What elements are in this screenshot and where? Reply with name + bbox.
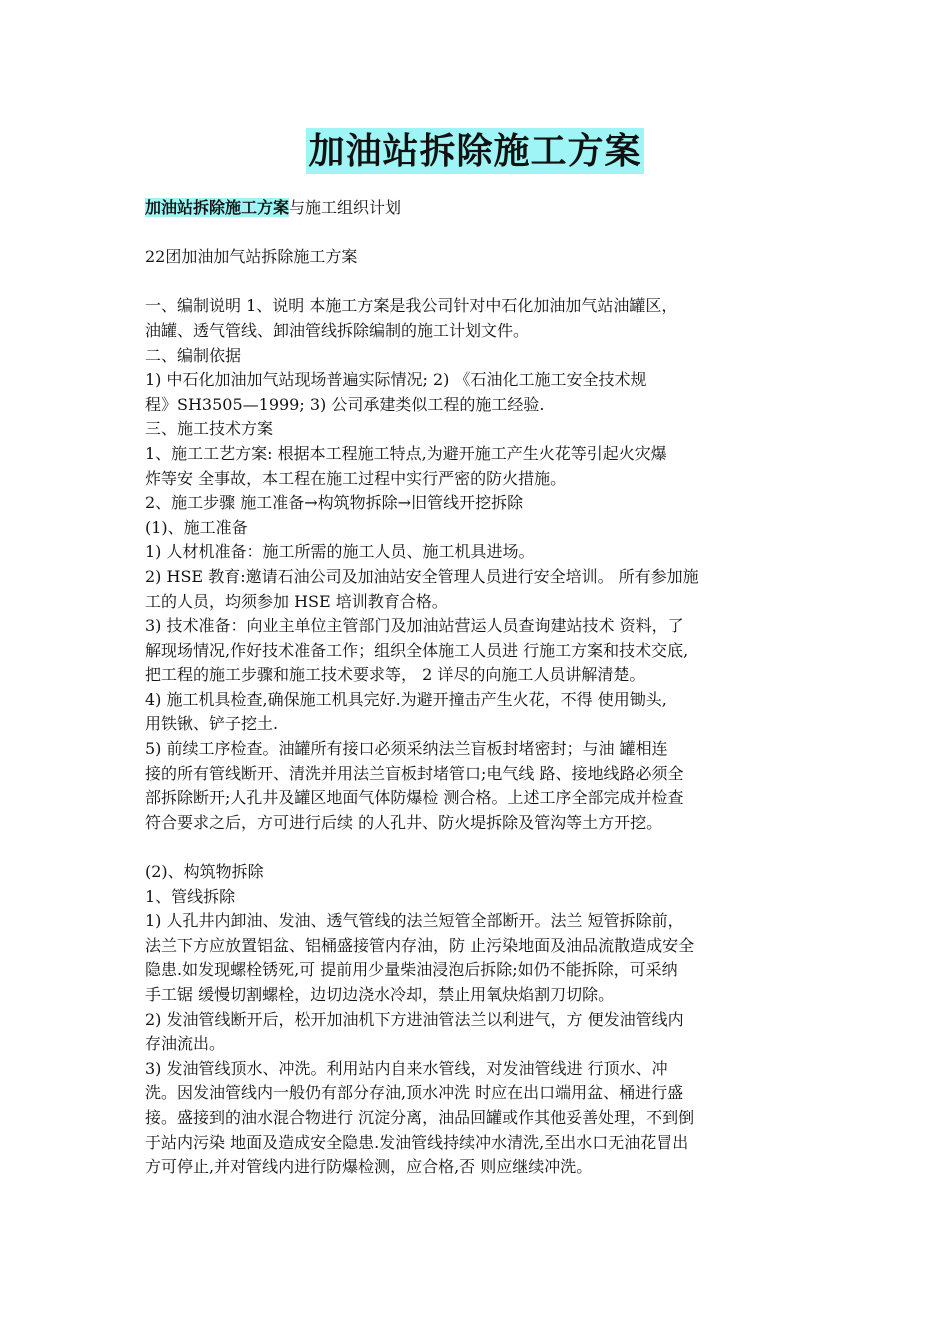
text-line: 部拆除断开;人孔井及罐区地面气体防爆检 测合格。上述工序全部完成并检查: [145, 788, 684, 808]
text-line: 用铁锹、铲子挖土.: [145, 714, 279, 734]
text-line: 存油流出。: [145, 1034, 226, 1054]
text-line: 洗。因发油管线内一般仍有部分存油,顶水冲洗 时应在出口端用盆、桶进行盛: [145, 1083, 684, 1103]
text-line: 一、编制说明 1、说明 本施工方案是我公司针对中石化加油加气站油罐区，: [145, 296, 678, 316]
text-line: 法兰下方应放置铝盆、铝桶盛接管内存油，防 止污染地面及油品流散造成安全: [145, 935, 695, 955]
text-line: 把工程的施工步骤和施工技术要求等， 2 详尽的向施工人员讲解清楚。: [145, 665, 646, 685]
text-line: 方可停止,并对管线内进行防爆检测，应合格,否 则应继续冲洗。: [145, 1157, 593, 1177]
document-title: 加油站拆除施工方案: [308, 130, 642, 172]
text-line: 程》SH3505—1999; 3) 公司承建类似工程的施工经验.: [145, 394, 545, 414]
text-line: 1) 中石化加油加气站现场普遍实际情况; 2) 《石油化工施工安全技术规: [145, 370, 647, 390]
text-line: 工的人员，均须参加 HSE 培训教育合格。: [145, 591, 448, 611]
text-line: 于站内污染 地面及造成安全隐患.发油管线持续冲水清洗,至出水口无油花冒出: [145, 1132, 689, 1152]
spacer: [145, 270, 807, 295]
title-wrap: [0, 128, 950, 174]
subtitle-rest: 与施工组织计划: [289, 198, 402, 217]
text-line: (1)、施工准备: [145, 517, 248, 537]
text-line: 1、施工工艺方案: 根据本工程施工特点,为避开施工产生火花等引起火灾爆: [145, 443, 667, 463]
text-line: (2)、构筑物拆除: [145, 862, 264, 882]
plan-name: 22团加油加气站拆除施工方案: [145, 247, 358, 267]
text-line: 隐患.如发现螺栓锈死,可 提前用少量柴油浸泡后拆除;如仍不能拆除，可采纳: [145, 960, 678, 980]
text-line: 4) 施工机具检查,确保施工机具完好.为避开撞击产生火花，不得 使用锄头,: [145, 689, 667, 709]
spacer: [145, 221, 807, 246]
text-line: 二、编制依据: [145, 345, 242, 365]
text-line: 1、管线拆除: [145, 886, 236, 906]
text-line: 解现场情况,作好技术准备工作；组织全体施工人员进 行施工方案和技术交底,: [145, 640, 689, 660]
paragraph-block-2: [145, 860, 807, 1180]
text-line: 油罐、透气管线、卸油管线拆除编制的施工计划文件。: [145, 320, 530, 340]
text-line: 2、施工步骤 施工准备→构筑物拆除→旧管线开挖拆除: [145, 493, 524, 513]
spacer: [145, 835, 807, 860]
text-line: 1) 人孔井内卸油、发油、透气管线的法兰短管全部断开。法兰 短管拆除前，: [145, 911, 684, 931]
paragraph-block-1: [145, 294, 807, 835]
text-line: 5) 前续工序检查。油罐所有接口必须采纳法兰盲板封堵密封；与油 罐相连: [145, 739, 668, 759]
text-line: 符合要求之后，方可进行后续 的人孔井、防火堤拆除及管沟等土方开挖。: [145, 812, 663, 832]
text-line: 1) 人材机准备：施工所需的施工人员、施工机具进场。: [145, 542, 535, 562]
text-line: 2) 发油管线断开后，松开加油机下方进油管法兰以利进气，方 便发油管线内: [145, 1009, 684, 1029]
text-line: 接的所有管线断开、清洗并用法兰盲板封堵管口;电气线 路、接地线路必须全: [145, 763, 684, 783]
text-line: 接。盛接到的油水混合物进行 沉淀分离，油品回罐或作其他妥善处理，不到倒: [145, 1107, 695, 1127]
subtitle-line: [145, 196, 807, 221]
text-line: 3) 发油管线顶水、冲洗。利用站内自来水管线，对发油管线进 行顶水、冲: [145, 1058, 668, 1078]
text-line: 炸等安 全事故，本工程在施工过程中实行严密的防火措施。: [145, 468, 567, 488]
document-body: [145, 196, 807, 1180]
text-line: 三、施工技术方案: [145, 419, 274, 439]
text-line: 手工锯 缓慢切割螺栓，边切边浇水冷却，禁止用氧炔焰割刀切除。: [145, 985, 615, 1004]
text-line: 3) 技术准备：向业主单位主管部门及加油站营运人员查询建站技术 资料，了: [145, 616, 684, 636]
subtitle-highlight: 加油站拆除施工方案: [145, 198, 290, 217]
text-line: 2) HSE 教育:邀请石油公司及加油站安全管理人员进行安全培训。 所有参加施: [145, 566, 699, 586]
